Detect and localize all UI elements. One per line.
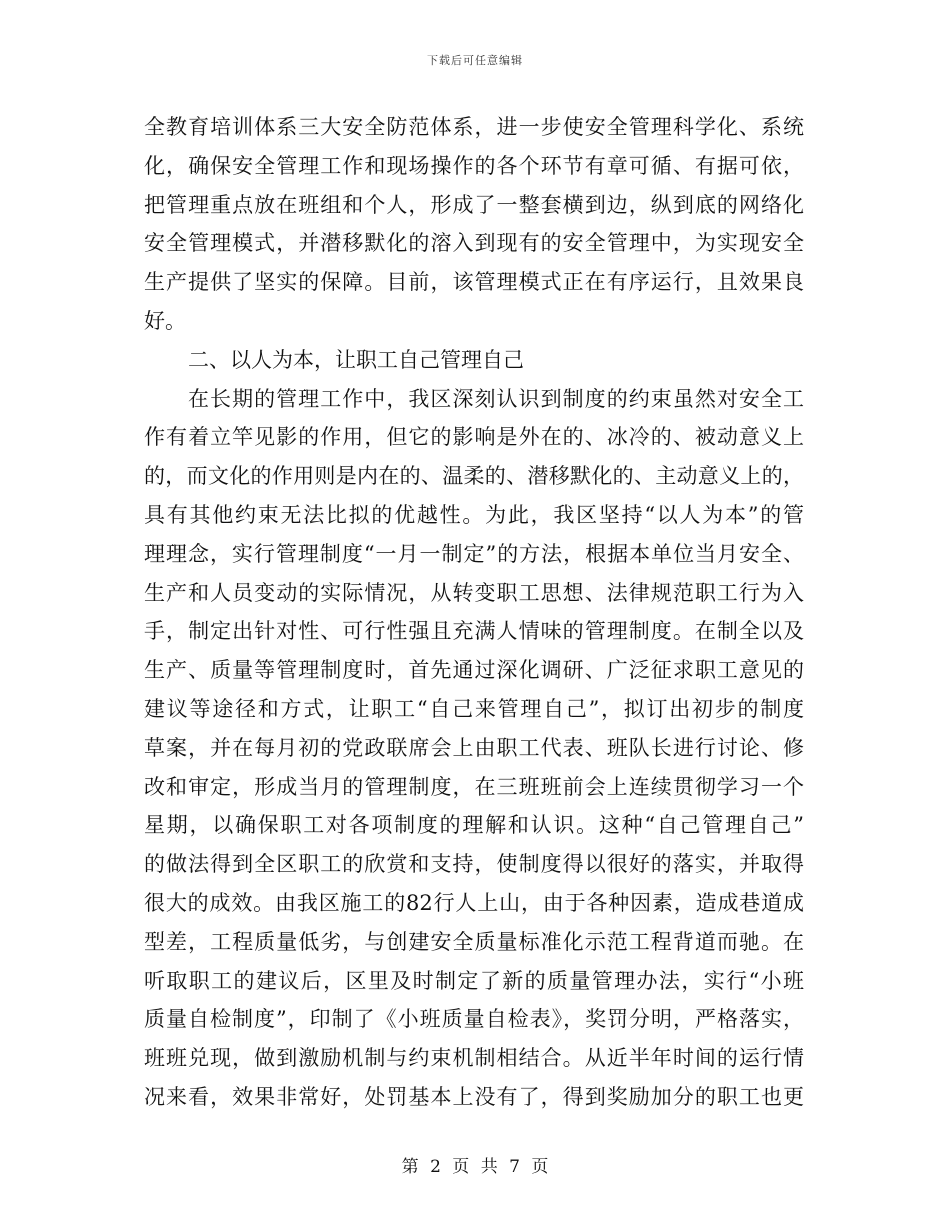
text-line: 质量自检制度”，印制了《小班质量自检表》，奖罚分明，严格落实， — [144, 1007, 804, 1032]
text-line: 草案，并在每月初的党政联席会上由职工代表、班队长进行讨论、修 — [144, 735, 804, 760]
text-line: 安全管理模式，并潜移默化的溶入到现有的安全管理中，为实现安全 — [144, 231, 804, 256]
text-line: 化，确保安全管理工作和现场操作的各个环节有章可循、有据可依， — [144, 153, 804, 178]
text-line: 生产和人员变动的实际情况，从转变职工思想、法律规范职工行为入 — [144, 580, 804, 605]
page-number: 第 2 页 共 7 页 — [401, 1157, 549, 1177]
text-line: 把管理重点放在班组和个人，形成了一整套横到边，纵到底的网络化 — [144, 192, 804, 217]
document-body — [144, 108, 804, 1117]
text-line: 的，而文化的作用则是内在的、温柔的、潜移默化的、主动意义上的， — [144, 464, 804, 489]
text-line: 作有着立竿见影的作用，但它的影响是外在的、冰冷的、被动意义上 — [144, 425, 804, 450]
text-line: 建议等途径和方式，让职工“自己来管理自己”，拟订出初步的制度 — [144, 696, 804, 721]
text-line: 手，制定出针对性、可行性强且充满人情味的管理制度。在制全以及 — [144, 619, 804, 644]
text-line: 型差，工程质量低劣，与创建安全质量标准化示范工程背道而驰。在 — [144, 929, 804, 954]
text-line: 全教育培训体系三大安全防范体系，进一步使安全管理科学化、系统 — [144, 115, 804, 139]
text-line: 改和审定，形成当月的管理制度，在三班班前会上连续贯彻学习一个 — [144, 774, 804, 799]
text-line: 很大的成效。由我区施工的82行人上山，由于各种因素，造成巷道成 — [144, 890, 804, 915]
text-line: 生产提供了坚实的保障。目前，该管理模式正在有序运行，且效果良 — [144, 270, 804, 295]
text-line: 况来看，效果非常好，处罚基本上没有了，得到奖励加分的职工也更 — [144, 1084, 804, 1109]
text-line: 生产、质量等管理制度时，首先通过深化调研、广泛征求职工意见的 — [144, 658, 804, 683]
text-line: 理理念，实行管理制度“一月一制定”的方法，根据本单位当月安全、 — [144, 541, 804, 566]
section-heading: 二、以人为本，让职工自己管理自己 — [188, 347, 524, 372]
text-line: 班班兑现，做到激励机制与约束机制相结合。从近半年时间的运行情 — [144, 1046, 804, 1071]
text-line: 的做法得到全区职工的欣赏和支持，使制度得以很好的落实，并取得 — [144, 852, 804, 877]
text-line: 好。 — [144, 308, 186, 333]
text-line: 听取职工的建议后，区里及时制定了新的质量管理办法，实行“小班 — [144, 968, 804, 993]
page-header: 下载后可任意编辑 — [427, 54, 523, 67]
text-line: 星期，以确保职工对各项制度的理解和认识。这种“自己管理自己” — [144, 813, 804, 838]
text-line: 具有其他约束无法比拟的优越性。为此，我区坚持“以人为本”的管 — [144, 502, 804, 527]
text-line: 在长期的管理工作中，我区深刻认识到制度的约束虽然对安全工 — [188, 386, 804, 411]
